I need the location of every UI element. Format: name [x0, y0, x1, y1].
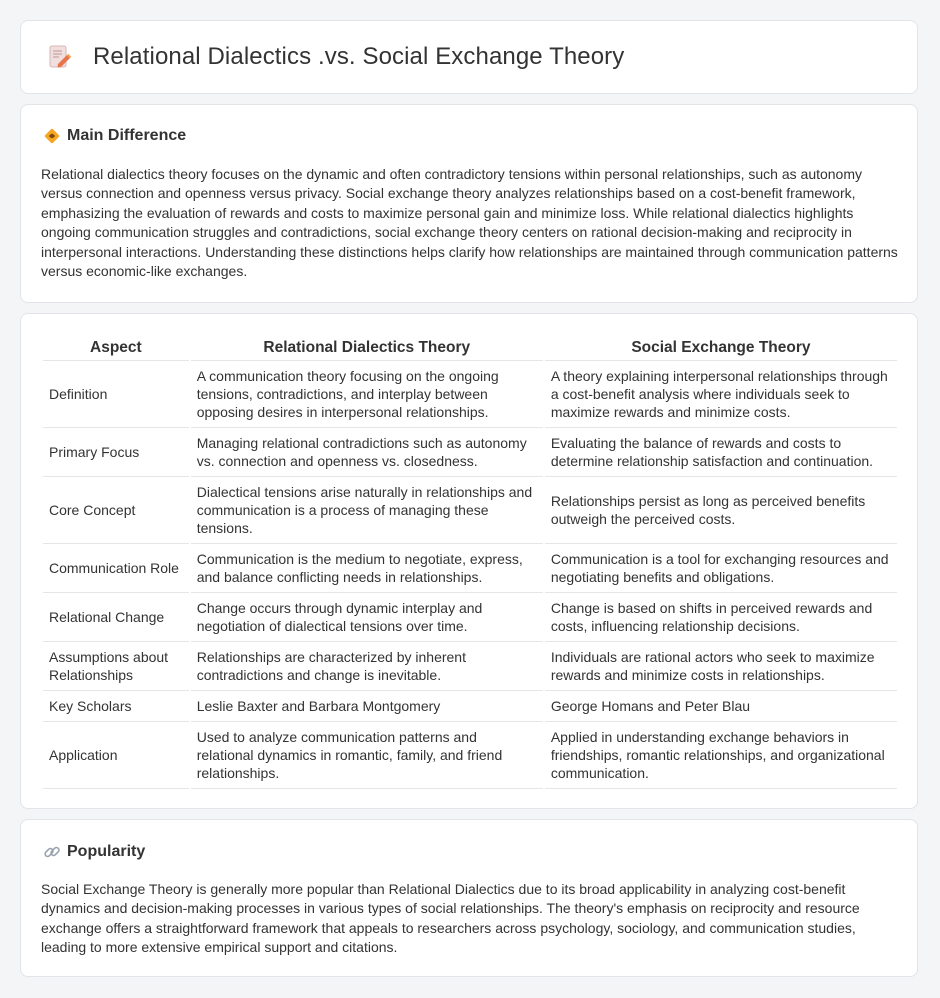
header-aspect: Aspect: [43, 334, 189, 361]
table-row: [43, 544, 897, 593]
table-row: [43, 477, 897, 544]
popularity-header: [43, 843, 145, 861]
popularity-card: [20, 819, 918, 977]
table-row: [43, 642, 897, 691]
social-exchange-cell: Applied in understanding exchange behaviors in friendships, romantic relationships, and organizational communication.: [545, 722, 897, 789]
header-social-exchange: Social Exchange Theory: [545, 334, 897, 361]
relational-dialectics-cell: Used to analyze communication patterns and relational dynamics in romantic, family, and friend relationships.: [191, 722, 543, 789]
social-exchange-cell: Change is based on shifts in perceived rewards and costs, influencing relationship decisions.: [545, 593, 897, 642]
main-difference-text: Relational dialectics theory focuses on the dynamic and often contradictory tensions within personal relationships, such as autonomy versus connection and openness versus privacy. Social exchange theory analyzes relationships based on a cost-benefit framework, emphasizing the evaluation of rewards and costs to maximize personal gain and minimize loss. While relational dialectics highlights ongoing communication struggles and contradictions, social exchange theory centers on rational decision-making and reciprocity in interpersonal interactions. Understanding these distinctions helps clarify how relationships are maintained through communication patterns versus economic-like exchanges.: [41, 166, 898, 280]
table-row: [43, 691, 897, 722]
main-difference-header: [43, 127, 186, 145]
social-exchange-cell: Relationships persist as long as perceived benefits outweigh the perceived costs.: [545, 477, 897, 544]
table-header-row: [43, 334, 897, 361]
aspect-cell: Assumptions about Relationships: [43, 642, 189, 691]
relational-dialectics-cell: Leslie Baxter and Barbara Montgomery: [191, 691, 543, 722]
aspect-cell: Application: [43, 722, 189, 789]
page-title: Relational Dialectics .vs. Social Exchange Theory: [93, 43, 625, 70]
aspect-cell: Relational Change: [43, 593, 189, 642]
table-row: [43, 722, 897, 789]
aspect-cell: Primary Focus: [43, 428, 189, 477]
relational-dialectics-cell: Managing relational contradictions such as autonomy vs. connection and openness vs. closedness.: [191, 428, 543, 477]
main-difference-title: Main Difference: [67, 127, 187, 144]
link-icon: [43, 843, 61, 861]
aspect-cell: Communication Role: [43, 544, 189, 593]
relational-dialectics-cell: Change occurs through dynamic interplay and negotiation of dialectical tensions over time.: [191, 593, 543, 642]
aspect-cell: Definition: [43, 361, 189, 428]
comparison-table: [41, 334, 899, 789]
diamond-sign-icon: [43, 127, 61, 145]
relational-dialectics-cell: Communication is the medium to negotiate, express, and balance conflicting needs in relationships.: [191, 544, 543, 593]
title-row: [45, 43, 624, 71]
aspect-cell: Core Concept: [43, 477, 189, 544]
header-relational-dialectics: Relational Dialectics Theory: [191, 334, 543, 361]
social-exchange-cell: George Homans and Peter Blau: [545, 691, 897, 722]
relational-dialectics-cell: Dialectical tensions arise naturally in relationships and communication is a process of managing these tensions.: [191, 477, 543, 544]
table-row: [43, 428, 897, 477]
social-exchange-cell: A theory explaining interpersonal relationships through a cost-benefit analysis where individuals seek to maximize rewards and minimize costs.: [545, 361, 897, 428]
popularity-title: Popularity: [67, 843, 146, 860]
aspect-cell: Key Scholars: [43, 691, 189, 722]
social-exchange-cell: Evaluating the balance of rewards and costs to determine relationship satisfaction and continuation.: [545, 428, 897, 477]
main-difference-card: [20, 104, 918, 303]
social-exchange-cell: Communication is a tool for exchanging resources and negotiating benefits and obligations.: [545, 544, 897, 593]
header-card: [20, 20, 918, 94]
table-row: [43, 593, 897, 642]
table-row: [43, 361, 897, 428]
relational-dialectics-cell: A communication theory focusing on the ongoing tensions, contradictions, and interplay between opposing desires in interpersonal relationships.: [191, 361, 543, 428]
relational-dialectics-cell: Relationships are characterized by inherent contradictions and change is inevitable.: [191, 642, 543, 691]
comparison-card: [20, 313, 918, 809]
document-pencil-icon: [45, 43, 73, 71]
social-exchange-cell: Individuals are rational actors who seek to maximize rewards and minimize costs in relationships.: [545, 642, 897, 691]
popularity-text: Social Exchange Theory is generally more popular than Relational Dialectics due to its broad applicability in analyzing cost-benefit dynamics and decision-making processes in various types of social relationships. The theory's emphasis on reciprocity and resource exchange offers a straightforward framework that appeals to researchers across psychology, sociology, and communication studies, leading to more extensive empirical support and citations.: [41, 881, 860, 956]
